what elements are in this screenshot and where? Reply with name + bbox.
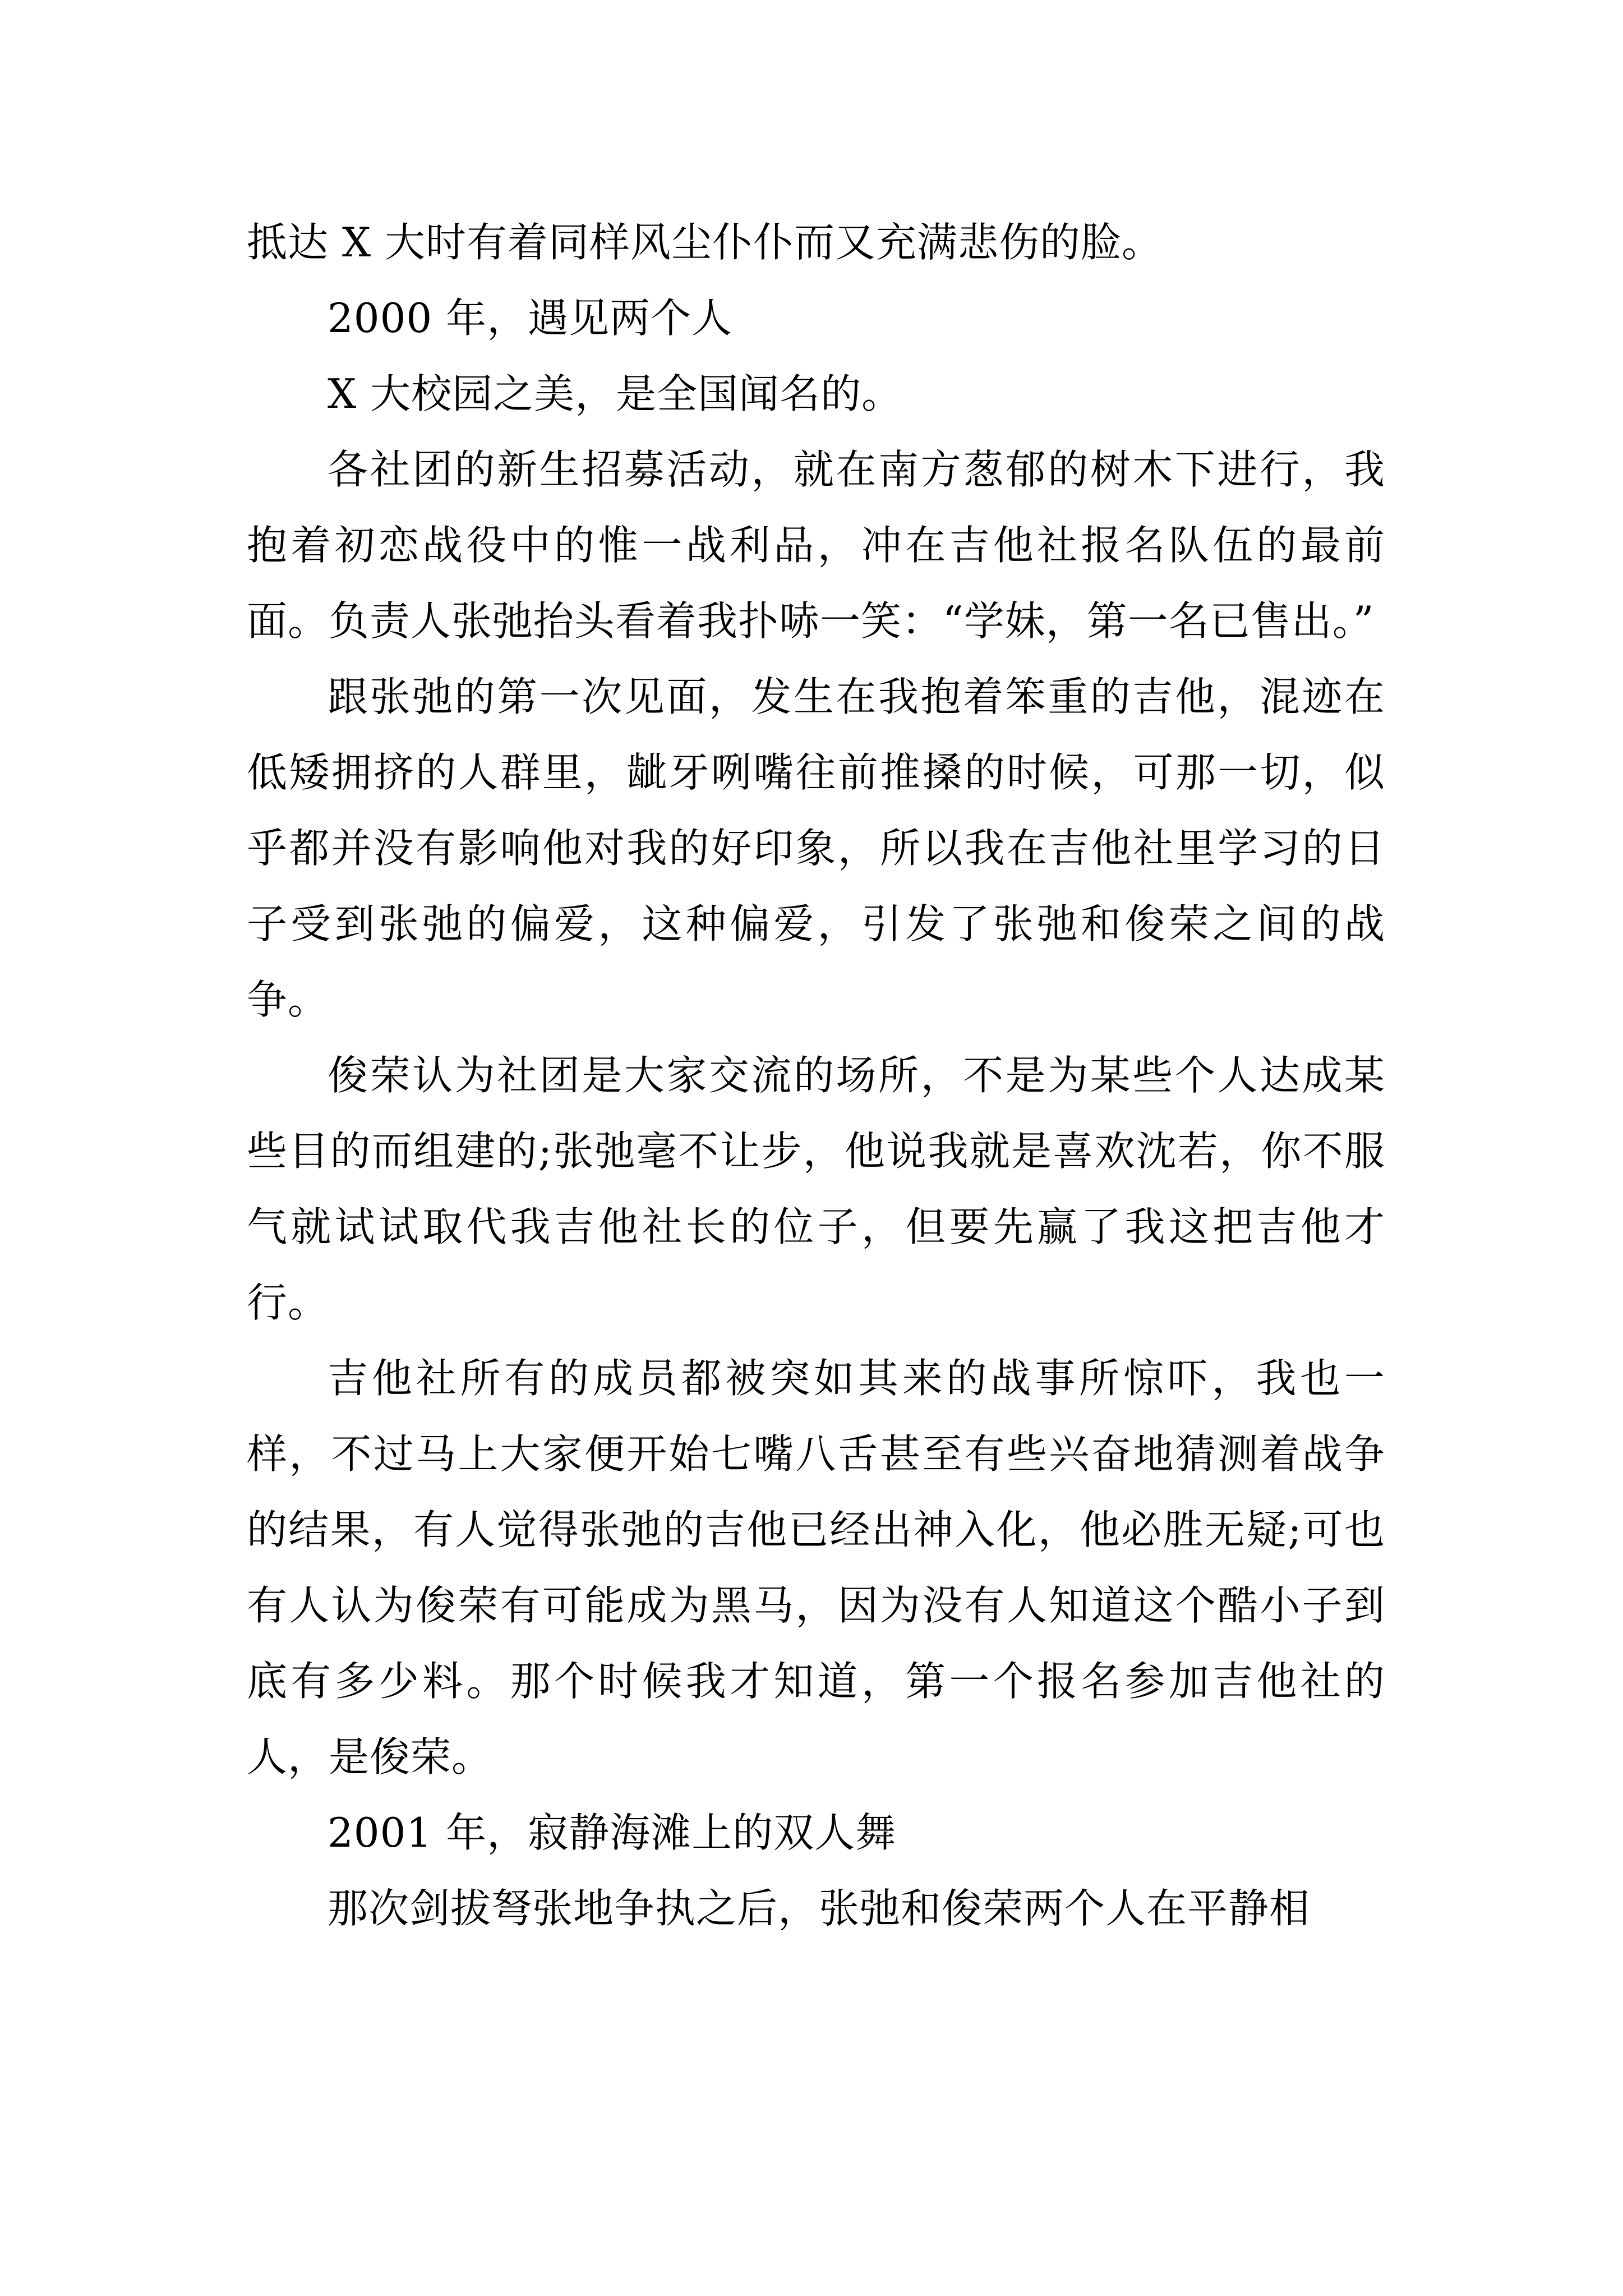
article-body bbox=[247, 205, 1385, 1947]
paragraph-after-dispute: 那次剑拔弩张地争执之后，张弛和俊荣两个人在平静相 bbox=[328, 1885, 1311, 1932]
section-heading-2001: 2001 年，寂静海滩上的双人舞 bbox=[328, 1809, 897, 1856]
paragraph-first-meeting: 跟张弛的第一次见面，发生在我抱着笨重的吉他，混迹在低矮拥挤的人群里，龇牙咧嘴往前推搡的时候，可那一切，似乎都并没有影响他对我的好印象，所以我在吉他社里学习的日子受到张弛的偏爱，这种偏爱，引发了张弛和俊荣之间的战争。 bbox=[247, 673, 1385, 1023]
paragraph-dispute: 俊荣认为社团是大家交流的场所，不是为某些个人达成某些目的而组建的;张弛毫不让步，他说我就是喜欢沈若，你不服气就试试取代我吉他社长的位子，但要先赢了我这把吉他才行。 bbox=[247, 1052, 1385, 1326]
paragraph-club-reaction: 吉他社所有的成员都被突如其来的战事所惊吓，我也一样，不过马上大家便开始七嘴八舌甚至有些兴奋地猜测着战争的结果，有人觉得张弛的吉他已经出神入化，他必胜无疑;可也有人认为俊荣有可能成为黑马，因为没有人知道这个酷小子到底有多少料。那个时候我才知道，第一个报名参加吉他社的人，是俊荣。 bbox=[247, 1355, 1385, 1780]
section-heading-2000: 2000 年，遇见两个人 bbox=[328, 295, 733, 342]
paragraph-campus: X 大校园之美，是全国闻名的。 bbox=[328, 370, 903, 417]
paragraph-continuation: 抵达 X 大时有着同样风尘仆仆而又充满悲伤的脸。 bbox=[247, 219, 1163, 266]
paragraph-recruitment: 各社团的新生招募活动，就在南方葱郁的树木下进行，我抱着初恋战役中的惟一战利品，冲在吉他社报名队伍的最前面。负责人张弛抬头看着我扑哧一笑：“学妹，第一名已售出。” bbox=[247, 446, 1385, 645]
